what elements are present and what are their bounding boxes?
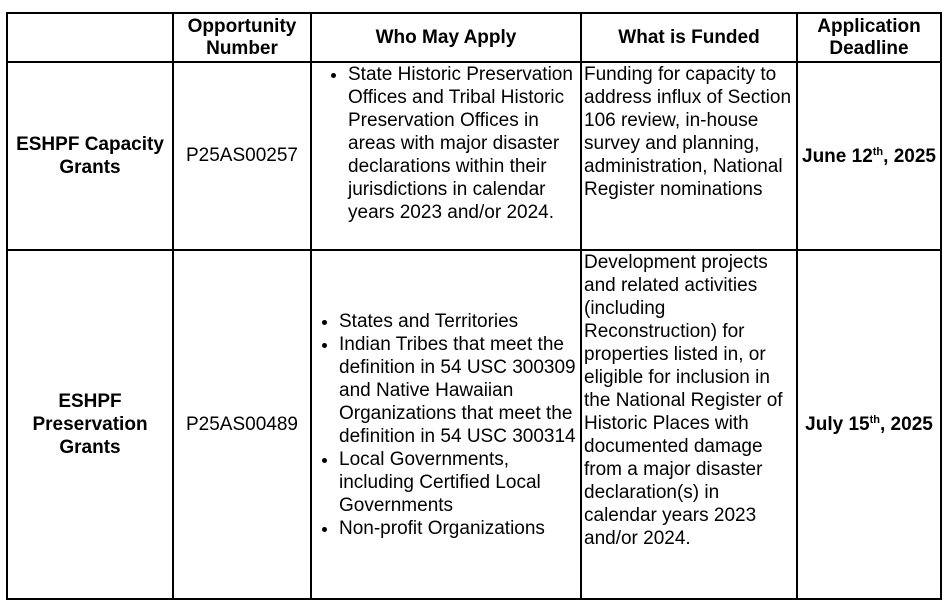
who-may-apply-cell: [311, 62, 581, 250]
list-item: • Non-profit Organizations: [339, 517, 580, 540]
eligibility-list: [312, 63, 580, 224]
application-deadline: June 12th, 2025: [797, 62, 941, 250]
header-program: [7, 13, 173, 62]
header-who-may-apply: Who May Apply: [311, 13, 581, 62]
opportunity-number: P25AS00489: [173, 250, 311, 599]
list-item: • Local Governments, including Certified Local Governments: [339, 448, 580, 517]
header-opportunity-number: Opportunity Number: [173, 13, 311, 62]
list-item: • States and Territories: [339, 310, 580, 333]
program-name: ESHPF Capacity Grants: [7, 62, 173, 250]
grants-table: [6, 12, 942, 600]
what-is-funded: Funding for capacity to address influx of Section 106 review, in-house survey and planning, administration, National Register nominations: [581, 62, 797, 250]
header-what-is-funded: What is Funded: [581, 13, 797, 62]
header-row: [7, 13, 941, 62]
what-is-funded: Development projects and related activities (including Reconstruction) for properties listed in, or eligible for inclusion in the National Register of Historic Places with documented damage from a major disaster declaration(s) in calendar years 2023 and/or 2024.: [581, 250, 797, 599]
eligibility-list: [312, 310, 580, 540]
opportunity-number: P25AS00257: [173, 62, 311, 250]
table-row: [7, 62, 941, 250]
header-application-deadline: Application Deadline: [797, 13, 941, 62]
table-row: [7, 250, 941, 599]
who-may-apply-cell: [311, 250, 581, 599]
application-deadline: July 15th, 2025: [797, 250, 941, 599]
program-name: ESHPF Preservation Grants: [7, 250, 173, 599]
list-item: • Indian Tribes that meet the definition in 54 USC 300309 and Native Hawaiian Organizations that meet the definition in 54 USC 300314: [339, 333, 580, 448]
list-item: • State Historic Preservation Offices and Tribal Historic Preservation Offices in areas with major disaster declarations within their jurisdictions in calendar years 2023 and/or 2024.: [348, 63, 580, 224]
